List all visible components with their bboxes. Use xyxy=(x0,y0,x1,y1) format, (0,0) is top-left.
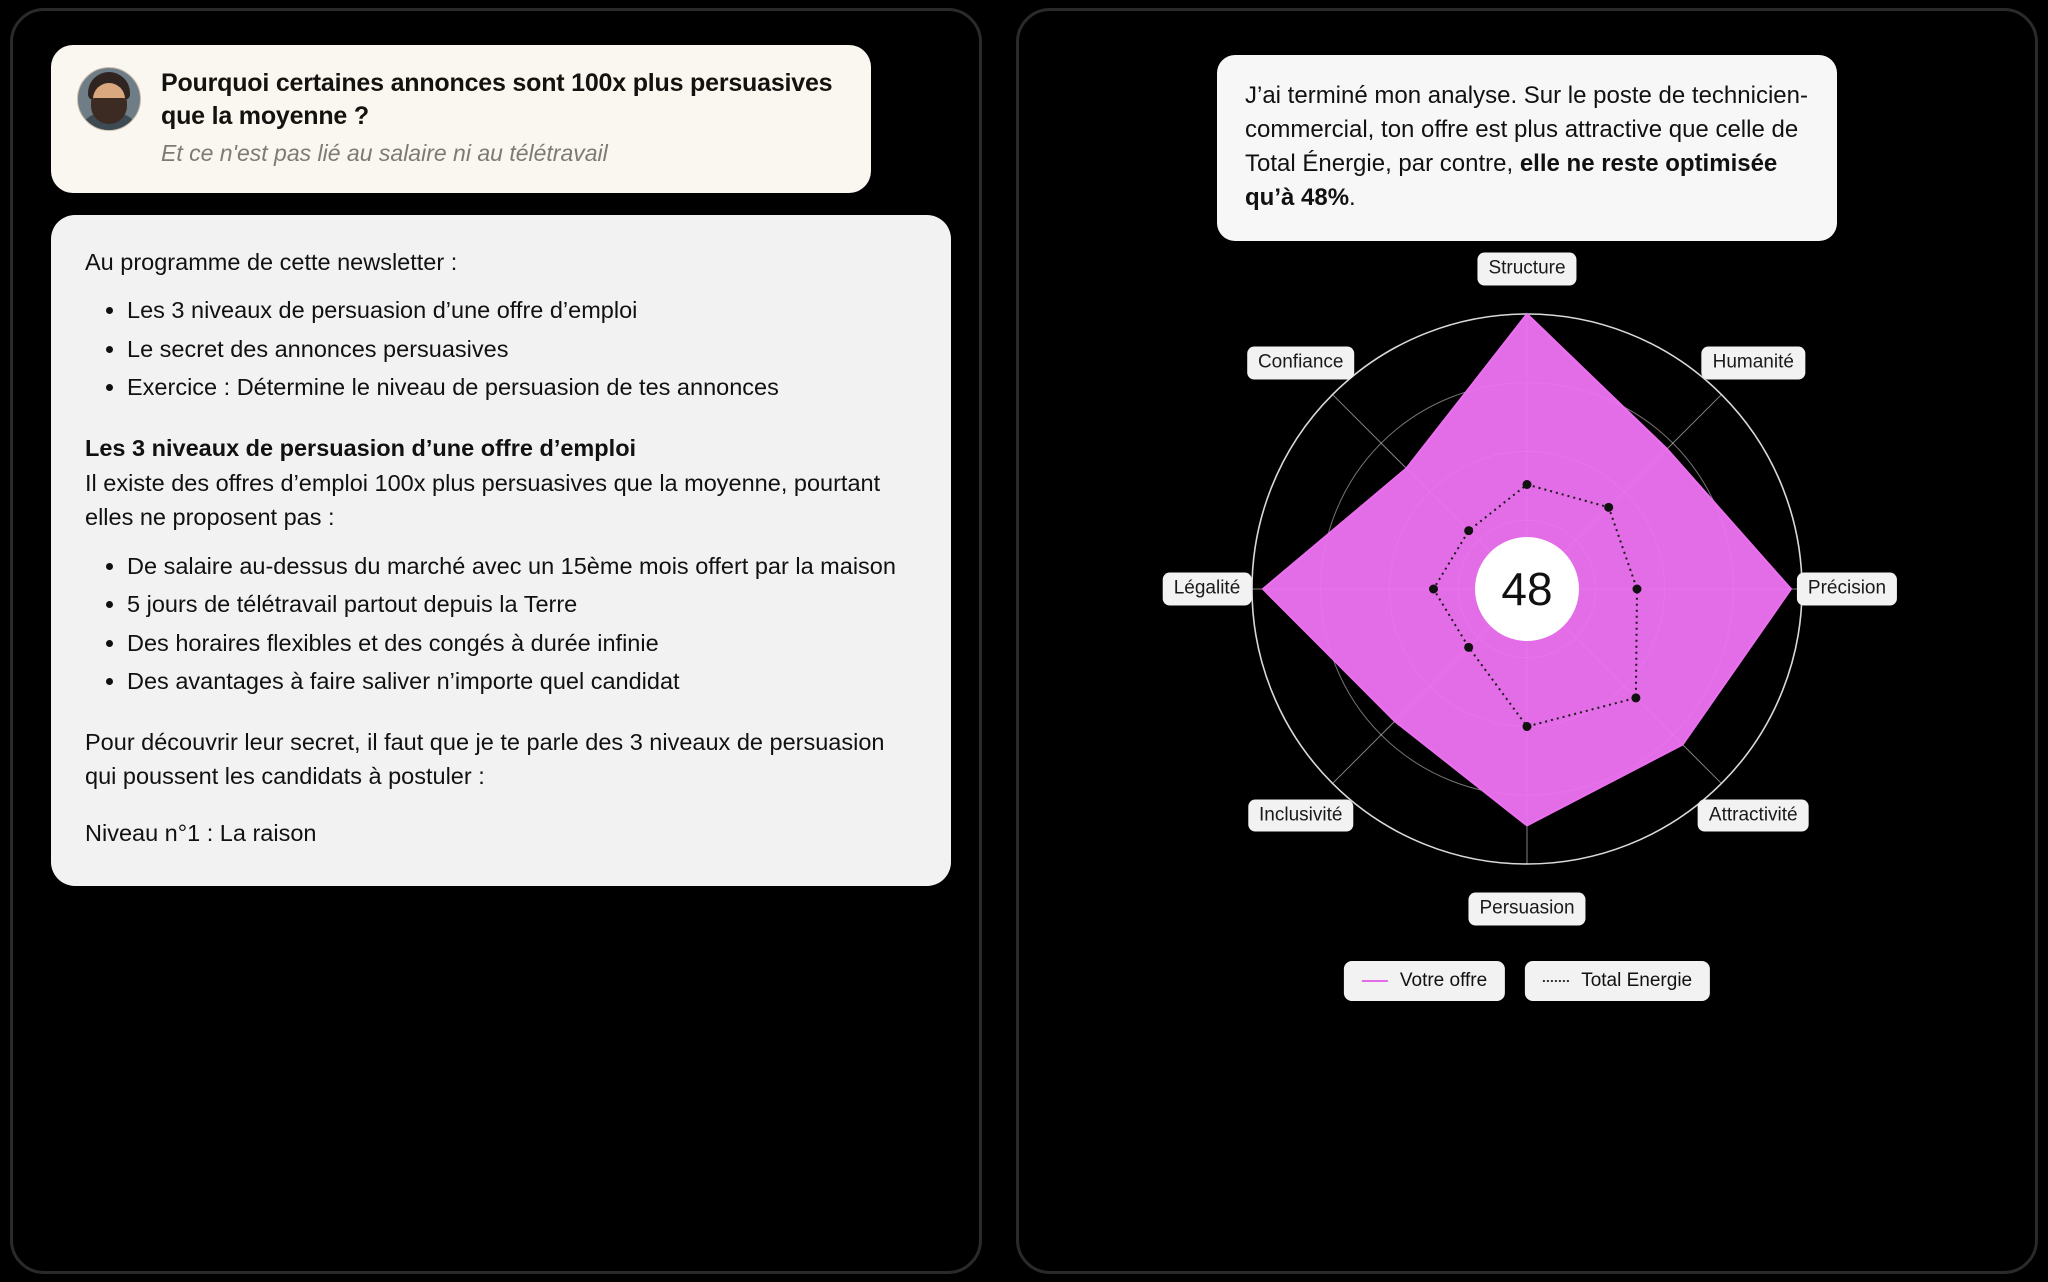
avatar xyxy=(77,67,141,131)
analysis-panel xyxy=(1016,8,2038,1274)
axis-label-inclusivit-: Inclusivité xyxy=(1248,799,1353,832)
section-intro: Il existe des offres d’emploi 100x plus persuasives que la moyenne, pourtant elles ne proposent pas : xyxy=(85,469,881,531)
axis-label-confiance: Confiance xyxy=(1247,347,1355,380)
newsletter-body xyxy=(51,215,951,886)
chart-legend xyxy=(1344,961,1710,1001)
radar-chart xyxy=(1059,259,1995,1019)
list-item: • Des avantages à faire saliver n’importe quel candidat xyxy=(127,664,917,699)
assistant-message-part1: J’ai terminé mon analyse. Sur le poste de technicien-commercial, ton offre est plus attractive que celle de Total Énergie, par contre, xyxy=(1245,82,1808,178)
page-title: Pourquoi certaines annonces sont 100x plus persuasives que la moyenne ? xyxy=(161,69,833,130)
legend-label: Votre offre xyxy=(1399,970,1488,992)
assistant-message xyxy=(1217,55,1837,241)
list-item: • 5 jours de télétravail partout depuis la Terre xyxy=(127,587,917,622)
list-item: • Des horaires flexibles et des congés à durée infinie xyxy=(127,626,917,661)
axis-label-attractivit-: Attractivité xyxy=(1698,799,1809,832)
legend-label: Total Energie xyxy=(1581,970,1693,992)
body-intro: Au programme de cette newsletter : xyxy=(85,248,458,275)
page-subtitle: Et ce n'est pas lié au salaire ni au télétravail xyxy=(161,140,608,166)
line-solid-icon xyxy=(1362,980,1388,982)
axis-label-l-galit-: Légalité xyxy=(1163,573,1252,606)
not-list xyxy=(85,549,917,699)
list-item: • Le secret des annonces persuasives xyxy=(127,332,917,367)
legend-item-total-energie xyxy=(1525,961,1710,1001)
newsletter-panel xyxy=(10,8,982,1274)
assistant-message-highlight: elle ne reste optimisée qu’à 48% xyxy=(1245,150,1778,212)
list-item: • Exercice : Détermine le niveau de persuasion de tes annonces xyxy=(127,370,917,405)
legend-item-votre-offre xyxy=(1344,961,1505,1001)
agenda-list xyxy=(85,293,917,405)
line-dotted-icon xyxy=(1543,980,1569,982)
list-item: • Les 3 niveaux de persuasion d’une offre d’emploi xyxy=(127,293,917,328)
axis-label-persuasion: Persuasion xyxy=(1468,893,1585,926)
axis-label-structure: Structure xyxy=(1477,253,1576,286)
list-item: • De salaire au-dessus du marché avec un 15ème mois offert par la maison xyxy=(127,549,917,584)
body-outro: Pour découvrir leur secret, il faut que je te parle des 3 niveaux de persuasion qui poussent les candidats à postuler : xyxy=(85,728,885,790)
level-one-heading: Niveau n°1 : La raison xyxy=(85,819,317,846)
assistant-message-part2: . xyxy=(1349,184,1356,212)
score-badge: 48 xyxy=(1475,537,1579,641)
axis-label-pr-cision: Précision xyxy=(1797,573,1897,606)
section-title: Les 3 niveaux de persuasion d’une offre d’emploi xyxy=(85,435,637,462)
headline-card xyxy=(51,45,871,193)
axis-label-humanit-: Humanité xyxy=(1702,347,1805,380)
